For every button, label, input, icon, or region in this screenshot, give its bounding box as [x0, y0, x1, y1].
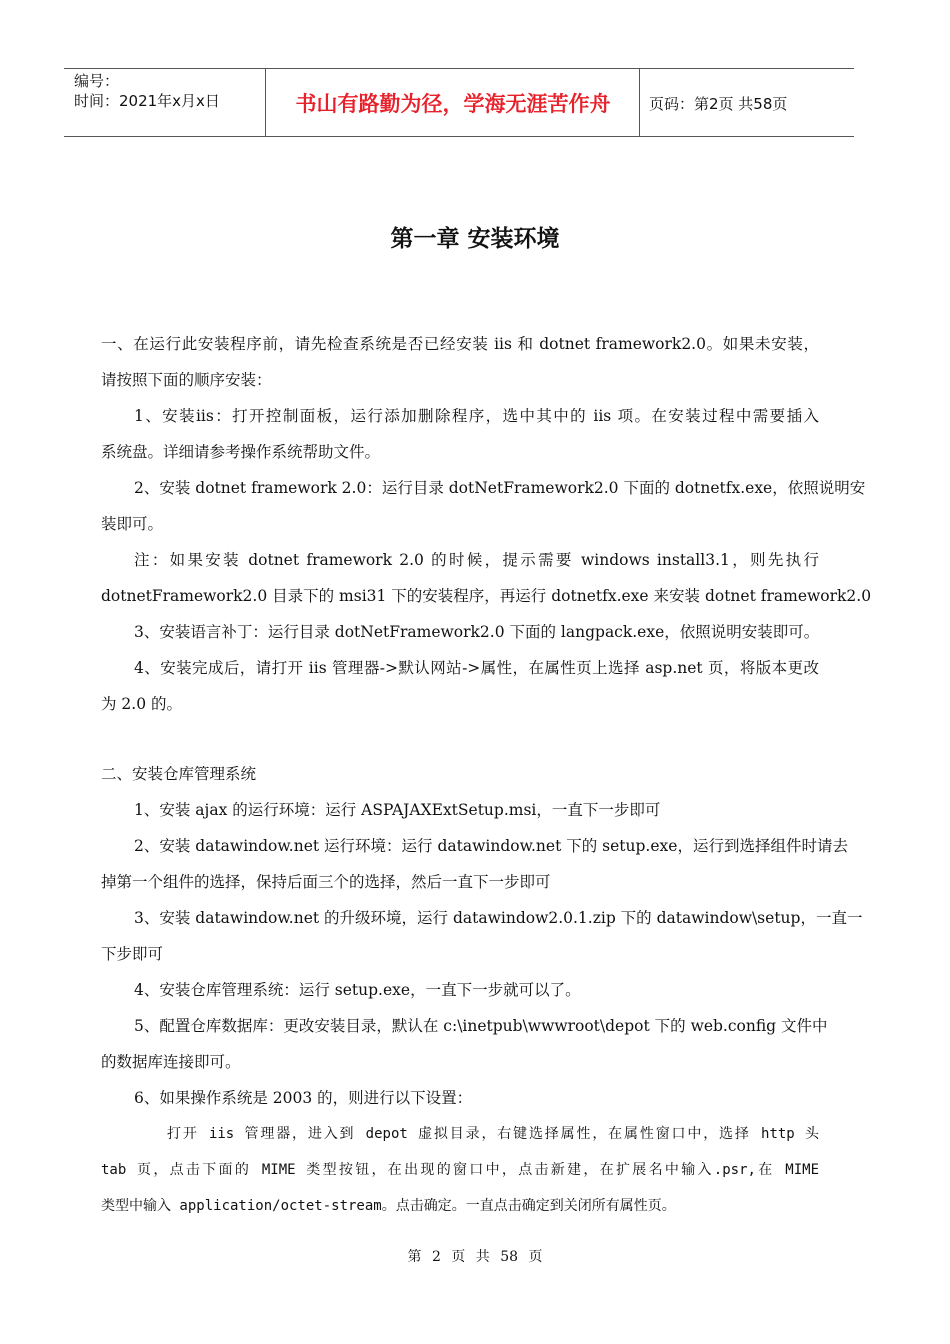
paragraph-line: 3、安装 datawindow.net 的升级环境，运行 datawindow2.0.1.zip 下的 datawindow\setup，一直一 — [134, 909, 863, 927]
document-body — [101, 326, 872, 1224]
paragraph-line: 的数据库连接即可。 — [101, 1053, 241, 1071]
header-divider — [639, 69, 640, 136]
paragraph-line: 请按照下面的顺序安装： — [101, 371, 272, 389]
paragraph-line: 掉第一个组件的选择，保持后面三个的选择，然后一直下一步即可 — [101, 873, 551, 891]
paragraph-line: 2、安装 dotnet framework 2.0：运行目录 dotNetFramework2.0 下面的 dotnetfx.exe，依照说明安 — [134, 479, 866, 497]
chapter-title: 第一章 安装环境 — [390, 226, 560, 252]
paragraph-line: 系统盘。详细请参考操作系统帮助文件。 — [101, 443, 381, 461]
paragraph-line: 2、安装 datawindow.net 运行环境：运行 datawindow.net 下的 setup.exe，运行到选择组件时请去 — [134, 837, 848, 855]
paragraph-line: 5、配置仓库数据库：更改安装目录，默认在 c:\inetpub\wwwroot\depot 下的 web.config 文件中 — [134, 1017, 828, 1035]
paragraph-line: 3、安装语言补丁：运行目录 dotNetFramework2.0 下面的 langpack.exe，依照说明安装即可。 — [134, 623, 820, 641]
page-footer: 第 2 页 共 58 页 — [407, 1249, 543, 1265]
paragraph-line: 一、在运行此安装程序前，请先检查系统是否已经安装 iis 和 dotnet framework2.0。如果未安装， — [101, 335, 819, 353]
header-page-label: 页码：第2页 共58页 — [649, 95, 788, 113]
page-header — [64, 68, 854, 137]
paragraph-line: 装即可。 — [101, 515, 164, 533]
paragraph-line: 为 2.0 的。 — [101, 695, 183, 713]
paragraph-line: 打开 iis 管理器，进入到 depot 虚拟目录，右键选择属性，在属性窗口中，选择 http 头 — [167, 1126, 819, 1142]
paragraph-line: 4、安装完成后，请打开 iis 管理器->默认网站->属性，在属性页上选择 asp.net 页，将版本更改 — [134, 659, 819, 677]
paragraph-line: 注：如果安装 dotnet framework 2.0 的时候，提示需要 windows install3.1，则先执行 — [134, 551, 819, 569]
paragraph-line: 下步即可 — [101, 945, 164, 963]
header-motto: 书山有路勤为径，学海无涯苦作舟 — [295, 91, 611, 116]
paragraph-line: 类型中输入 application/octet-stream。点击确定。一直点击确定到关闭所有属性页。 — [101, 1198, 676, 1214]
section-heading: 二、安装仓库管理系统 — [101, 765, 257, 783]
section-gap — [101, 722, 819, 756]
paragraph-line: dotnetFramework2.0 目录下的 msi31 下的安装程序，再运行 dotnetfx.exe 来安装 dotnet framework2.0 — [101, 587, 872, 605]
paragraph-line: 6、如果操作系统是 2003 的，则进行以下设置： — [134, 1089, 473, 1107]
header-meta — [74, 71, 220, 111]
paragraph-line: 4、安装仓库管理系统：运行 setup.exe，一直下一步就可以了。 — [134, 981, 581, 999]
paragraph-line: 1、安装iis：打开控制面板，运行添加删除程序，选中其中的 iis 项。在安装过程中需要插入 — [134, 407, 819, 425]
paragraph-line: tab 页，点击下面的 MIME 类型按钮，在出现的窗口中，点击新建，在扩展名中输入.psr,在 MIME — [101, 1162, 819, 1178]
header-number-label: 编号： — [74, 72, 120, 90]
paragraph-line: 1、安装 ajax 的运行环境：运行 ASPAJAXExtSetup.msi，一直下一步即可 — [134, 801, 661, 819]
header-time-label: 时间：2021年x月x日 — [74, 92, 220, 110]
